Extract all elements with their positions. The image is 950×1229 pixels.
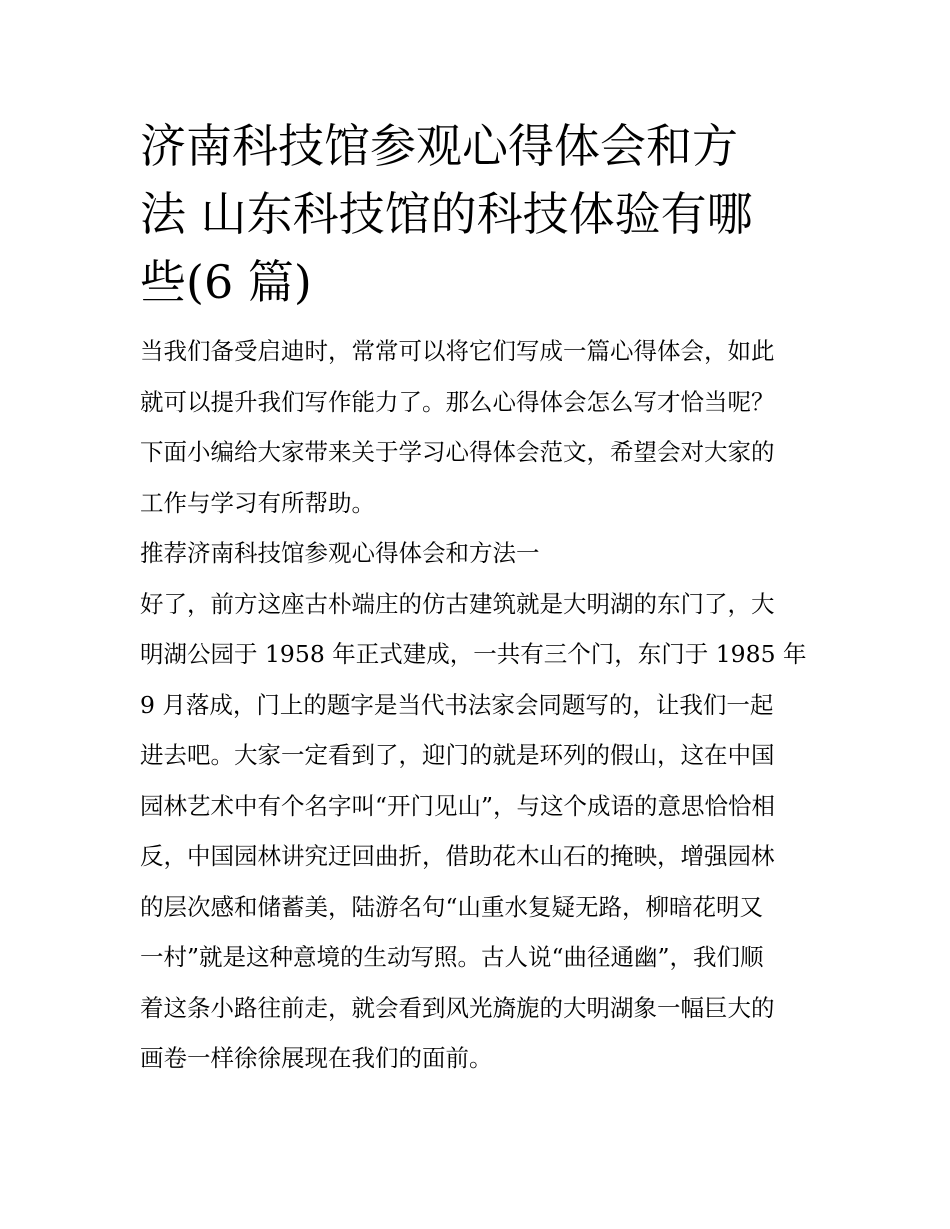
text-line: 9 月落成，门上的题字是当代书法家会同题写的，让我们一起 <box>140 690 774 719</box>
document-page <box>140 112 812 1084</box>
section-heading <box>140 528 812 579</box>
text-line: 画卷一样徐徐展现在我们的面前。 <box>140 1044 493 1072</box>
text-line: 明湖公园于 1958 年正式建成，一共有三个门，东门于 1985 年 <box>140 640 807 668</box>
document-body <box>140 326 812 1084</box>
text-line: 当我们备受启迪时，常常可以将它们写成一篇心得体会，如此 <box>140 337 775 365</box>
text-line: 着这条小路往前走，就会看到风光旖旎的大明湖象一幅巨大的 <box>140 993 775 1022</box>
text-line: 的层次感和储蓄美，陆游名句“山重水复疑无路，柳暗花明又 <box>140 892 764 921</box>
title-line: 济南科技馆参观心得体会和方 <box>140 119 738 173</box>
section-heading-text: 推荐济南科技馆参观心得体会和方法一 <box>140 539 540 567</box>
text-line: 一村”就是这种意境的生动写照。古人说“曲径通幽”，我们顺 <box>140 943 764 971</box>
text-line: 进去吧。大家一定看到了，迎门的就是环列的假山，这在中国 <box>140 741 775 769</box>
title-line: 法 山东科技馆的科技体验有哪 <box>140 187 753 241</box>
section-paragraph <box>140 579 812 1084</box>
intro-paragraph <box>140 326 812 528</box>
text-line: 好了，前方这座古朴端庄的仿古建筑就是大明湖的东门了，大 <box>140 589 775 618</box>
text-line: 工作与学习有所帮助。 <box>140 488 375 517</box>
text-line: 园林艺术中有个名字叫“开门见山”，与这个成语的意思恰恰相 <box>140 791 776 820</box>
text-line: 就可以提升我们写作能力了。那么心得体会怎么写才恰当呢？ <box>140 387 775 416</box>
title-line: 些(6 篇) <box>140 255 312 309</box>
document-title <box>140 112 812 316</box>
text-line: 反，中国园林讲究迂回曲折，借助花木山石的掩映，增强园林 <box>140 842 775 870</box>
text-line: 下面小编给大家带来关于学习心得体会范文，希望会对大家的 <box>140 438 775 466</box>
